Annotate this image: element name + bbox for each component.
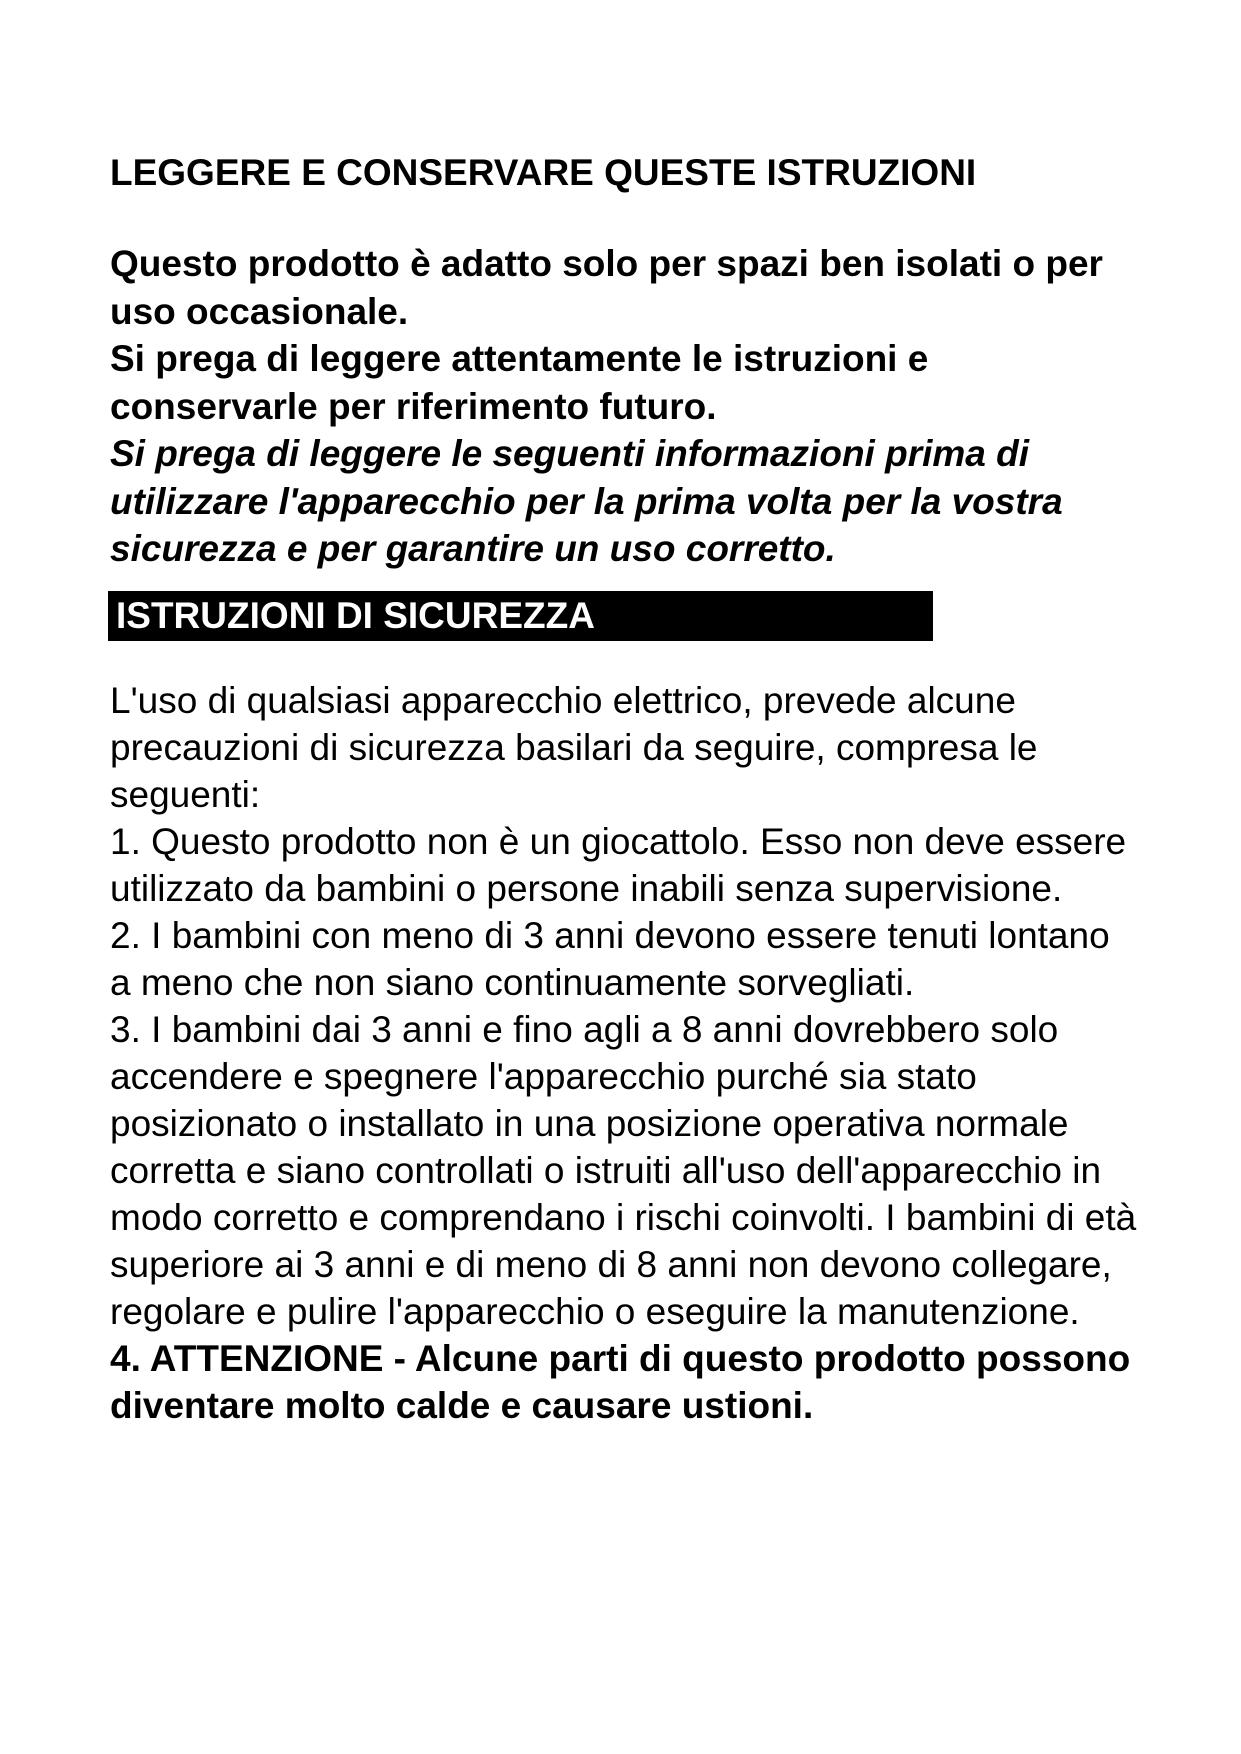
intro-block bbox=[110, 240, 1140, 573]
page-title: LEGGERE E CONSERVARE QUESTE ISTRUZIONI bbox=[110, 152, 977, 193]
document-content bbox=[110, 150, 1140, 1429]
safety-instructions bbox=[110, 677, 1140, 1429]
safety-item-1: 1. Questo prodotto non è un giocattolo. Esso non deve essere utilizzato da bambini o persone inabili senza supervisione. bbox=[110, 820, 1127, 909]
safety-item-4-warning: 4. ATTENZIONE - Alcune parti di questo prodotto possono diventare molto calde e causare ustioni. bbox=[110, 1337, 1131, 1426]
safety-item-3: 3. I bambini dai 3 anni e fino agli a 8 anni dovrebbero solo accendere e spegnere l'apparecchio purché sia stato posizionato o installato in una posizione operativa normale corretta e siano controllati o istruiti all'uso dell'apparecchio in modo corretto e comprendano i rischi coinvolti. I bambini di età superiore ai 3 anni e di meno di 8 anni non devono collegare, regolare e pulire l'apparecchio o eseguire la manutenzione. bbox=[110, 1008, 1137, 1332]
intro-read-instructions: Si prega di leggere attentamente le istruzioni e conservarle per riferimento futuro. bbox=[110, 338, 929, 427]
safety-lead: L'uso di qualsiasi apparecchio elettrico, prevede alcune precauzioni di sicurezza basilari da seguire, compresa le seguenti: bbox=[110, 679, 1038, 815]
section-heading-safety: ISTRUZIONI DI SICUREZZA bbox=[108, 591, 933, 641]
intro-first-use-note: Si prega di leggere le seguenti informazioni prima di utilizzare l'apparecchio per la prima volta per la vostra sicurezza e per garantire un uso corretto. bbox=[110, 433, 1063, 569]
safety-item-2: 2. I bambini con meno di 3 anni devono essere tenuti lontano a meno che non siano continuamente sorvegliati. bbox=[110, 914, 1110, 1003]
intro-suitability: Questo prodotto è adatto solo per spazi ben isolati o per uso occasionale. bbox=[110, 243, 1103, 332]
